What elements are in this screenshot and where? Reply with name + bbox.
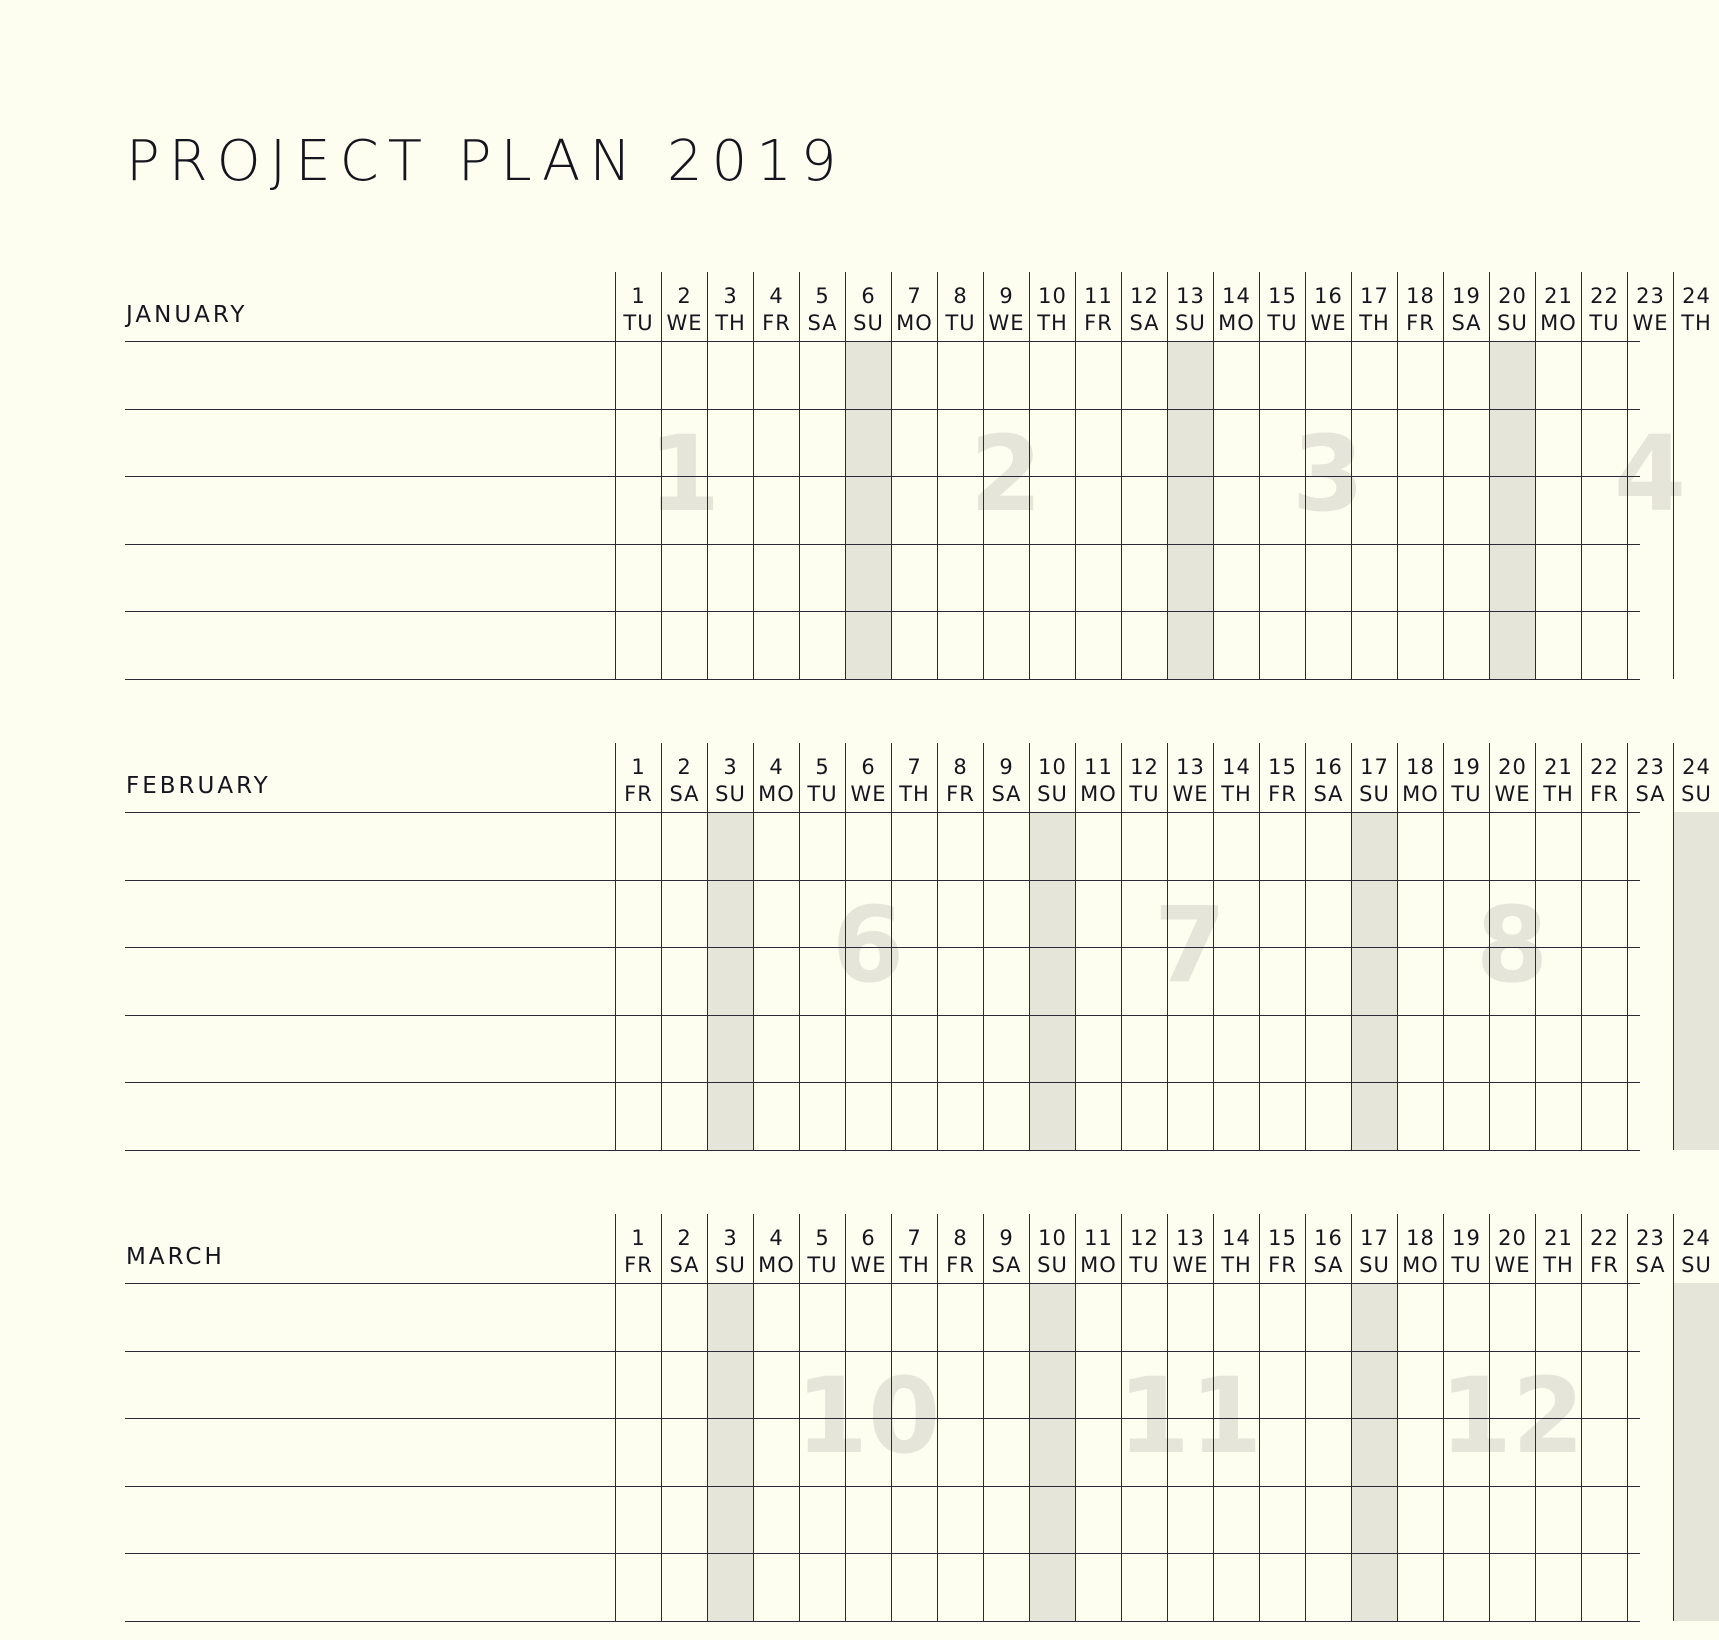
day-number: 22 bbox=[1590, 284, 1619, 308]
day-number: 9 bbox=[999, 284, 1014, 308]
week-number: 2 bbox=[969, 413, 1043, 535]
day-number: 4 bbox=[769, 755, 784, 779]
weekday-label: TH bbox=[1221, 782, 1252, 806]
weekday-label: TU bbox=[807, 1253, 838, 1277]
day-number: 16 bbox=[1314, 755, 1343, 779]
row-rule bbox=[125, 544, 1640, 545]
day-number: 15 bbox=[1268, 755, 1297, 779]
weekday-label: MO bbox=[1540, 311, 1577, 335]
weekday-label: TU bbox=[1129, 782, 1160, 806]
month-name: FEBRUARY bbox=[126, 773, 271, 799]
weekday-label: FR bbox=[1268, 782, 1297, 806]
weekday-label: SU bbox=[1681, 1253, 1712, 1277]
weekday-label: WE bbox=[1172, 1253, 1209, 1277]
weekday-label: FR bbox=[1406, 311, 1435, 335]
week-number: 4 bbox=[1613, 413, 1687, 535]
weekday-label: TH bbox=[1221, 1253, 1252, 1277]
week-number: 8 bbox=[1475, 884, 1549, 1006]
day-number: 17 bbox=[1360, 1226, 1389, 1250]
week-number: 6 bbox=[831, 884, 905, 1006]
weekday-label: SA bbox=[991, 1253, 1022, 1277]
weekday-label: MO bbox=[1080, 1253, 1117, 1277]
day-number: 1 bbox=[631, 284, 646, 308]
weekday-label: TH bbox=[1681, 311, 1712, 335]
row-rule bbox=[125, 679, 1640, 680]
weekday-label: WE bbox=[1494, 782, 1531, 806]
weekday-label: TU bbox=[1589, 311, 1620, 335]
weekday-label: TU bbox=[623, 311, 654, 335]
day-number: 13 bbox=[1176, 1226, 1205, 1250]
day-number: 6 bbox=[861, 755, 876, 779]
day-number: 3 bbox=[723, 284, 738, 308]
day-number: 11 bbox=[1084, 284, 1113, 308]
weekday-label: MO bbox=[1402, 782, 1439, 806]
day-number: 18 bbox=[1406, 1226, 1435, 1250]
row-rule bbox=[125, 611, 1640, 612]
week-number: 12 bbox=[1439, 1355, 1585, 1477]
weekday-label: SU bbox=[1175, 311, 1206, 335]
day-number: 1 bbox=[631, 755, 646, 779]
weekday-label: SA bbox=[991, 782, 1022, 806]
day-number: 2 bbox=[677, 755, 692, 779]
day-number: 19 bbox=[1452, 284, 1481, 308]
day-number: 19 bbox=[1452, 755, 1481, 779]
weekday-label: SA bbox=[1313, 782, 1344, 806]
weekday-label: TU bbox=[945, 311, 976, 335]
row-rule bbox=[125, 1621, 1640, 1622]
day-number: 14 bbox=[1222, 1226, 1251, 1250]
row-rule bbox=[125, 1486, 1640, 1487]
day-number: 14 bbox=[1222, 755, 1251, 779]
day-number: 22 bbox=[1590, 755, 1619, 779]
day-number: 8 bbox=[953, 1226, 968, 1250]
weekday-label: TH bbox=[1359, 311, 1390, 335]
weekday-label: SA bbox=[1635, 782, 1666, 806]
day-number: 24 bbox=[1682, 284, 1711, 308]
day-number: 6 bbox=[861, 1226, 876, 1250]
weekday-label: FR bbox=[1084, 311, 1113, 335]
weekday-label: FR bbox=[762, 311, 791, 335]
day-number: 12 bbox=[1130, 755, 1159, 779]
day-number: 2 bbox=[677, 1226, 692, 1250]
day-number: 7 bbox=[907, 755, 922, 779]
day-number: 15 bbox=[1268, 1226, 1297, 1250]
day-number: 3 bbox=[723, 1226, 738, 1250]
weekday-label: SA bbox=[669, 782, 700, 806]
weekday-label: WE bbox=[666, 311, 703, 335]
day-number: 21 bbox=[1544, 284, 1573, 308]
header-rule bbox=[125, 341, 1640, 342]
day-column[interactable] bbox=[1673, 743, 1719, 1150]
day-number: 24 bbox=[1682, 1226, 1711, 1250]
day-number: 7 bbox=[907, 1226, 922, 1250]
row-rule bbox=[125, 409, 1640, 410]
week-number: 7 bbox=[1153, 884, 1227, 1006]
day-number: 20 bbox=[1498, 1226, 1527, 1250]
weekday-label: TH bbox=[899, 1253, 930, 1277]
week-number: 11 bbox=[1117, 1355, 1263, 1477]
weekday-label: WE bbox=[988, 311, 1025, 335]
day-number: 17 bbox=[1360, 755, 1389, 779]
weekday-label: FR bbox=[946, 782, 975, 806]
weekday-label: MO bbox=[758, 1253, 795, 1277]
month-block bbox=[0, 272, 1712, 682]
weekday-label: SA bbox=[1313, 1253, 1344, 1277]
day-number: 13 bbox=[1176, 284, 1205, 308]
day-number: 8 bbox=[953, 755, 968, 779]
weekday-label: WE bbox=[850, 782, 887, 806]
weekday-label: SU bbox=[1037, 1253, 1068, 1277]
day-number: 11 bbox=[1084, 755, 1113, 779]
weekday-label: SU bbox=[1359, 1253, 1390, 1277]
weekday-label: TU bbox=[1451, 1253, 1482, 1277]
weekday-label: FR bbox=[946, 1253, 975, 1277]
row-rule bbox=[125, 1418, 1640, 1419]
weekday-label: WE bbox=[1172, 782, 1209, 806]
weekday-label: SU bbox=[715, 1253, 746, 1277]
day-number: 4 bbox=[769, 284, 784, 308]
day-number: 24 bbox=[1682, 755, 1711, 779]
day-number: 19 bbox=[1452, 1226, 1481, 1250]
month-name: JANUARY bbox=[126, 302, 248, 328]
day-number: 5 bbox=[815, 1226, 830, 1250]
day-number: 1 bbox=[631, 1226, 646, 1250]
day-number: 10 bbox=[1038, 284, 1067, 308]
weekday-label: SU bbox=[1681, 782, 1712, 806]
day-number: 11 bbox=[1084, 1226, 1113, 1250]
weekday-label: FR bbox=[624, 782, 653, 806]
weekday-label: TU bbox=[1129, 1253, 1160, 1277]
weekday-label: SU bbox=[715, 782, 746, 806]
day-number: 23 bbox=[1636, 284, 1665, 308]
month-name: MARCH bbox=[126, 1244, 225, 1270]
day-number: 16 bbox=[1314, 1226, 1343, 1250]
weekday-label: TH bbox=[1543, 782, 1574, 806]
day-number: 15 bbox=[1268, 284, 1297, 308]
day-column[interactable] bbox=[1673, 1214, 1719, 1621]
weekday-label: FR bbox=[624, 1253, 653, 1277]
weekday-label: SA bbox=[1635, 1253, 1666, 1277]
weekday-label: SA bbox=[807, 311, 838, 335]
weekday-label: WE bbox=[1494, 1253, 1531, 1277]
weekday-label: SU bbox=[853, 311, 884, 335]
weekday-label: SA bbox=[1129, 311, 1160, 335]
day-number: 6 bbox=[861, 284, 876, 308]
weekday-label: TU bbox=[1267, 311, 1298, 335]
day-number: 13 bbox=[1176, 755, 1205, 779]
day-number: 5 bbox=[815, 755, 830, 779]
weekday-label: FR bbox=[1590, 1253, 1619, 1277]
week-number: 10 bbox=[795, 1355, 941, 1477]
day-number: 12 bbox=[1130, 1226, 1159, 1250]
weekday-label: SA bbox=[1451, 311, 1482, 335]
weekday-label: MO bbox=[1218, 311, 1255, 335]
day-number: 17 bbox=[1360, 284, 1389, 308]
row-rule bbox=[125, 1150, 1640, 1151]
week-number: 1 bbox=[647, 413, 721, 535]
weekday-label: MO bbox=[1080, 782, 1117, 806]
weekday-label: MO bbox=[1402, 1253, 1439, 1277]
weekday-label: SU bbox=[1497, 311, 1528, 335]
weekday-label: TH bbox=[899, 782, 930, 806]
day-number: 21 bbox=[1544, 1226, 1573, 1250]
weekday-label: SU bbox=[1037, 782, 1068, 806]
day-number: 5 bbox=[815, 284, 830, 308]
month-block bbox=[0, 743, 1712, 1153]
day-number: 12 bbox=[1130, 284, 1159, 308]
weekday-label: TU bbox=[1451, 782, 1482, 806]
weekday-label: MO bbox=[896, 311, 933, 335]
weekday-label: WE bbox=[1310, 311, 1347, 335]
day-column[interactable] bbox=[1673, 272, 1719, 679]
day-number: 9 bbox=[999, 755, 1014, 779]
header-rule bbox=[125, 812, 1640, 813]
weekday-label: TH bbox=[1543, 1253, 1574, 1277]
weekday-label: FR bbox=[1590, 782, 1619, 806]
day-number: 3 bbox=[723, 755, 738, 779]
row-rule bbox=[125, 947, 1640, 948]
day-number: 10 bbox=[1038, 755, 1067, 779]
row-rule bbox=[125, 880, 1640, 881]
weekday-label: TH bbox=[715, 311, 746, 335]
header-rule bbox=[125, 1283, 1640, 1284]
row-rule bbox=[125, 1015, 1640, 1016]
page-title: PROJECT PLAN 2019 bbox=[126, 129, 846, 194]
day-number: 16 bbox=[1314, 284, 1343, 308]
day-number: 9 bbox=[999, 1226, 1014, 1250]
day-number: 18 bbox=[1406, 284, 1435, 308]
day-number: 23 bbox=[1636, 755, 1665, 779]
day-number: 7 bbox=[907, 284, 922, 308]
weekday-label: MO bbox=[758, 782, 795, 806]
day-number: 8 bbox=[953, 284, 968, 308]
weekday-label: FR bbox=[1268, 1253, 1297, 1277]
day-number: 21 bbox=[1544, 755, 1573, 779]
week-number: 3 bbox=[1291, 413, 1365, 535]
day-number: 20 bbox=[1498, 755, 1527, 779]
weekday-label: WE bbox=[850, 1253, 887, 1277]
day-number: 4 bbox=[769, 1226, 784, 1250]
day-number: 20 bbox=[1498, 284, 1527, 308]
weekday-label: SU bbox=[1359, 782, 1390, 806]
day-number: 23 bbox=[1636, 1226, 1665, 1250]
day-number: 22 bbox=[1590, 1226, 1619, 1250]
weekday-label: WE bbox=[1632, 311, 1669, 335]
day-number: 18 bbox=[1406, 755, 1435, 779]
row-rule bbox=[125, 1082, 1640, 1083]
month-block bbox=[0, 1214, 1712, 1624]
weekday-label: TH bbox=[1037, 311, 1068, 335]
day-number: 2 bbox=[677, 284, 692, 308]
row-rule bbox=[125, 476, 1640, 477]
weekday-label: TU bbox=[807, 782, 838, 806]
day-number: 10 bbox=[1038, 1226, 1067, 1250]
row-rule bbox=[125, 1553, 1640, 1554]
day-number: 14 bbox=[1222, 284, 1251, 308]
weekday-label: SA bbox=[669, 1253, 700, 1277]
row-rule bbox=[125, 1351, 1640, 1352]
